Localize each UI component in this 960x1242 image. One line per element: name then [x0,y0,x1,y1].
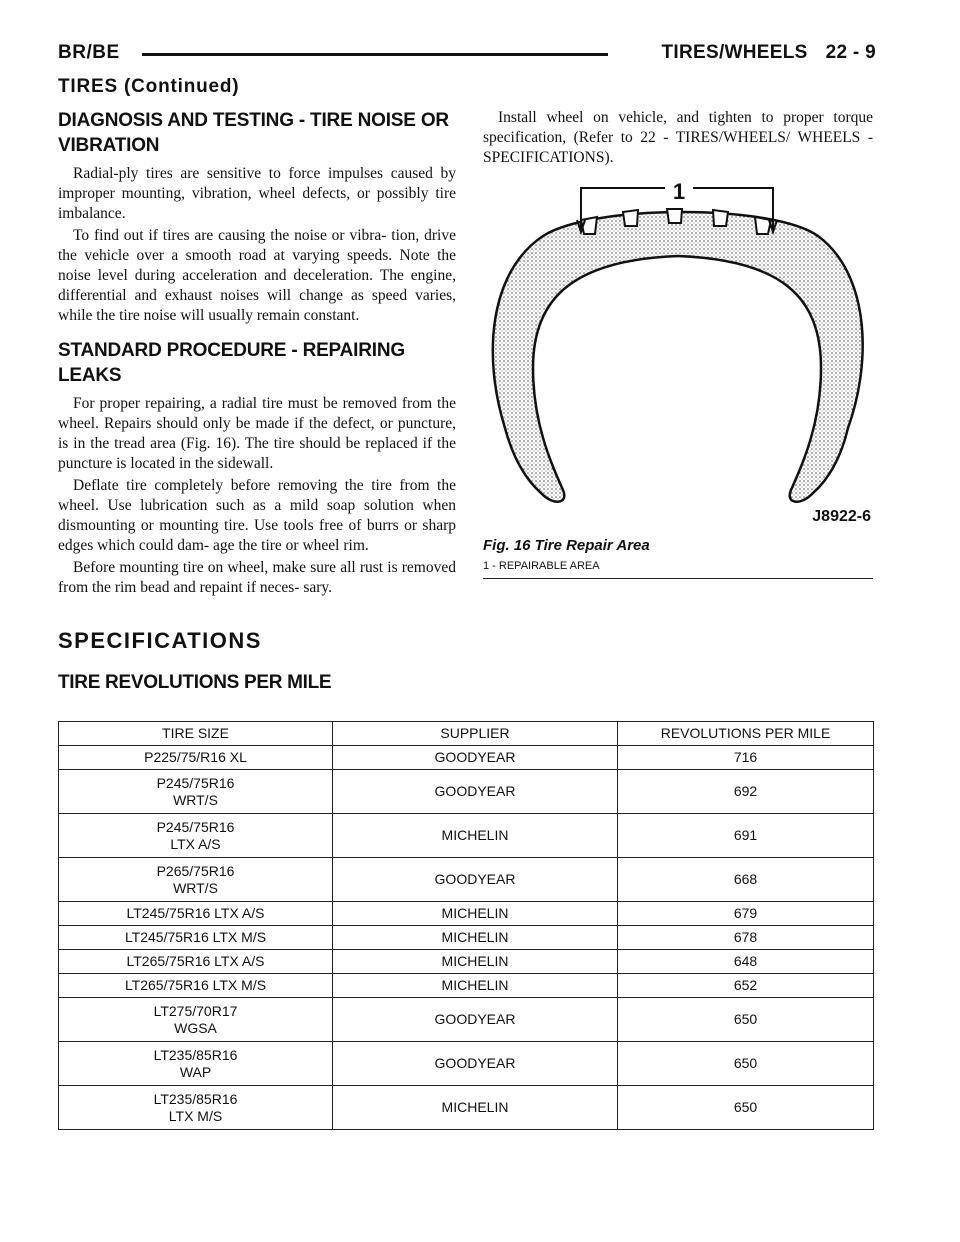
page-header [58,42,876,72]
table-row [59,974,874,998]
revolutions-cell: 650 [618,998,874,1042]
revolutions-cell: 679 [618,902,874,926]
procedure-paragraph-3: Before mounting tire on wheel, make sure all rust is removed from the rim bead and repaint if neces- sary. [58,559,456,596]
procedure-paragraph-1: For proper repairing, a radial tire must be removed from the wheel. Repairs should only be made if the defect, or puncture, is in the tread area (Fig. 16). The tire should be replaced if the puncture is located in the sidewall. [58,395,456,472]
figure-caption: Fig. 16 Tire Repair Area [483,537,650,554]
figure-rule [483,578,873,579]
supplier-cell: GOODYEAR [333,746,618,770]
tire-body [493,212,863,502]
tire-size-line-1: P245/75R16 [156,818,235,835]
supplier-cell: GOODYEAR [333,1042,618,1086]
table-row [59,1086,874,1130]
table-row [59,926,874,950]
tire-size-cell [59,1042,333,1086]
header-model: BR/BE [58,42,120,63]
supplier-cell: MICHELIN [333,974,618,998]
supplier-cell: MICHELIN [333,814,618,858]
supplier-cell: GOODYEAR [333,858,618,902]
left-column [58,108,456,598]
supplier-cell: MICHELIN [333,950,618,974]
tire-size-cell [59,814,333,858]
diagnosis-title [58,108,456,158]
tire-size-line-2: LTX M/S [168,1107,223,1124]
tire-size-line-1: LT235/85R16 [153,1090,238,1107]
diagnosis-title-line2: VIBRATION [58,135,160,156]
revolutions-cell: 692 [618,770,874,814]
table-row [59,950,874,974]
tire-size-line-2: WRT/S [173,879,218,896]
tire-size-line-1: LT245/75R16 LTX A/S [126,905,265,921]
revolutions-cell: 650 [618,1086,874,1130]
supplier-cell: MICHELIN [333,902,618,926]
table-row [59,998,874,1042]
header-page-number: 22 - 9 [825,42,876,63]
tire-size-cell [59,974,333,998]
tire-size-cell [59,950,333,974]
callout-number: 1 [672,179,686,204]
tire-size-cell [59,998,333,1042]
table-body [59,746,874,1130]
figure-code: J8922-6 [812,508,871,525]
column-header-tire-size: TIRE SIZE [59,722,333,746]
procedure-paragraph-4: Install wheel on vehicle, and tighten to proper torque specification, (Refer to 22 - TIRES/WHEELS/ WHEELS - SPECIFICATIONS). [483,109,873,166]
procedure-title: STANDARD PROCEDURE - REPAIRING LEAKS [58,340,405,386]
procedure-paragraph-2: Deflate tire completely before removing the tire from the wheel. Use lubrication such as a mild soap solution when dismounting or mounting tire. Use tools free of burrs or sharp edges which could dam- age the tire or wheel rim. [58,477,456,554]
tire-size-line-1: P265/75R16 [156,862,235,879]
tire-size-line-2: WGSA [174,1019,217,1036]
tire-size-cell [59,902,333,926]
table-row [59,770,874,814]
table-row [59,858,874,902]
header-rule [142,53,608,56]
table-row [59,746,874,770]
tire-size-line-1: P225/75/R16 XL [144,749,247,765]
revolutions-cell: 691 [618,814,874,858]
revolutions-cell: 678 [618,926,874,950]
supplier-cell: GOODYEAR [333,770,618,814]
header-section-name: TIRES/WHEELS [661,42,808,63]
supplier-cell: MICHELIN [333,1086,618,1130]
diagnosis-paragraph-2: To find out if tires are causing the noise or vibra- tion, drive the vehicle over a smooth road at varying speeds. Note the noise level during acceleration and deceleration. The engine, differential and exhaust noises will change as speed varies, while the tire noise will usually remain constant. [58,227,456,324]
tire-repair-figure [483,168,873,528]
continued-heading: TIRES (Continued) [58,76,240,97]
tire-size-line-1: LT275/70R17 [153,1002,238,1019]
table-row [59,1042,874,1086]
column-header-revolutions: REVOLUTIONS PER MILE [618,722,874,746]
diagnosis-title-line1: DIAGNOSIS AND TESTING - TIRE NOISE OR [58,110,449,131]
revolutions-cell: 668 [618,858,874,902]
revolutions-cell: 716 [618,746,874,770]
column-header-supplier: SUPPLIER [333,722,618,746]
table-header-row [59,722,874,746]
right-column [483,108,873,168]
table-row [59,814,874,858]
revolutions-cell: 650 [618,1042,874,1086]
tire-size-cell [59,1086,333,1130]
tire-size-line-2: WAP [179,1063,212,1080]
figure-legend: 1 - REPAIRABLE AREA [483,560,600,572]
tire-size-line-2: WRT/S [173,791,218,808]
tire-size-cell [59,858,333,902]
tire-size-line-1: LT235/85R16 [153,1046,238,1063]
revolutions-cell: 652 [618,974,874,998]
tire-size-cell [59,746,333,770]
specifications-title: SPECIFICATIONS [58,628,262,653]
supplier-cell: GOODYEAR [333,998,618,1042]
tire-size-line-1: LT245/75R16 LTX M/S [124,929,267,945]
table-row [59,902,874,926]
tire-size-cell [59,770,333,814]
revolutions-cell: 648 [618,950,874,974]
tire-revolutions-table [58,721,874,1130]
table-title: TIRE REVOLUTIONS PER MILE [58,672,332,693]
supplier-cell: MICHELIN [333,926,618,950]
header-section [662,42,877,64]
tire-size-line-1: LT265/75R16 LTX A/S [126,953,265,969]
tire-size-line-1: P245/75R16 [156,774,235,791]
tire-size-line-1: LT265/75R16 LTX M/S [124,977,267,993]
tire-size-line-2: LTX A/S [170,835,221,852]
tire-cross-section-illustration [483,168,873,528]
diagnosis-paragraph-1: Radial-ply tires are sensitive to force impulses caused by improper mounting, vibration, wheel defects, or possibly tire imbalance. [58,165,456,222]
tire-size-cell [59,926,333,950]
